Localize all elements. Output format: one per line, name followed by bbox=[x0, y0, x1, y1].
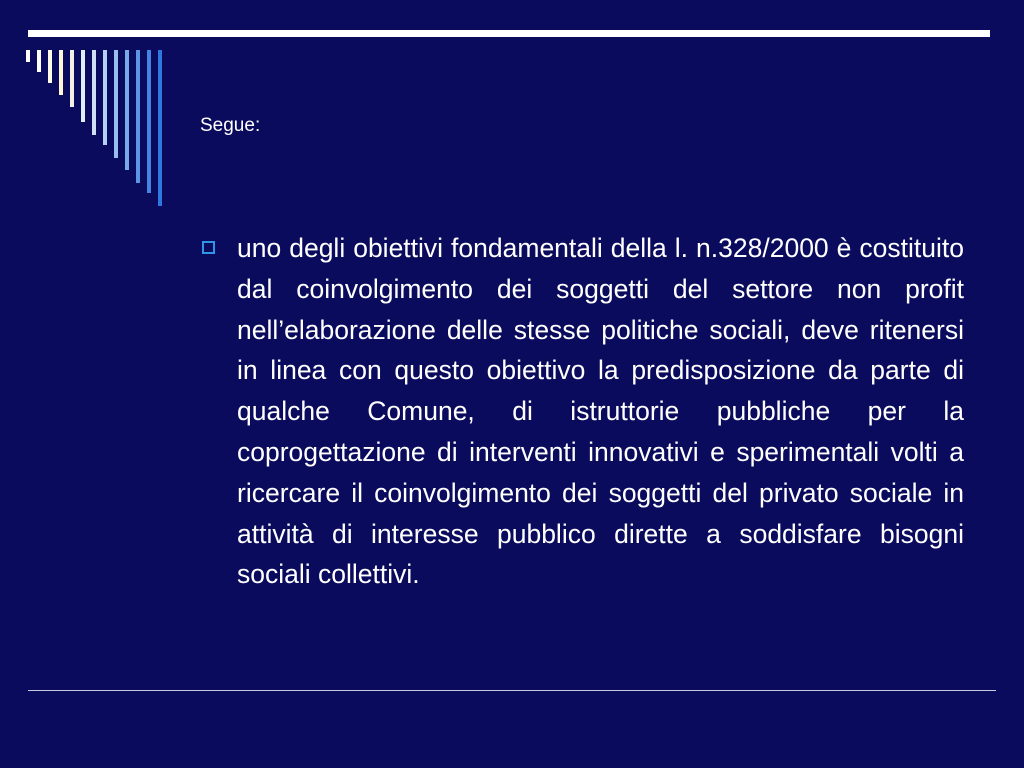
decorative-bar bbox=[37, 50, 41, 72]
bullet-text: uno degli obiettivi fondamentali della l. n.328/2000 è costituito dal coinvolgimento dei soggetti del settore non profit nell’elaborazione delle stesse politiche sociali, deve ritenersi in linea con questo obiettivo la predisposizione da parte di qualche Comune, di istruttorie pubbliche per la coprogettazione di interventi innovativi e sperimentali volti a ricercare il coinvolgimento dei soggetti del privato sociale in attività di interesse pubblico dirette a soddisfare bisogni sociali collettivi. bbox=[237, 233, 964, 590]
decorative-bar bbox=[48, 50, 52, 83]
decorative-bar bbox=[158, 50, 162, 206]
decorative-bar bbox=[114, 50, 118, 158]
decorative-bar bbox=[103, 50, 107, 145]
decorative-bar bbox=[59, 50, 63, 95]
decorative-bars bbox=[26, 50, 176, 210]
slide-content bbox=[200, 228, 964, 595]
decorative-bar bbox=[125, 50, 129, 170]
bullet-item bbox=[200, 228, 964, 595]
top-rule bbox=[28, 30, 990, 37]
square-bullet-icon bbox=[202, 241, 215, 254]
decorative-bar bbox=[147, 50, 151, 193]
slide-title: Segue: bbox=[200, 115, 261, 136]
bottom-rule bbox=[28, 690, 996, 691]
decorative-bar bbox=[70, 50, 74, 107]
decorative-bar bbox=[92, 50, 96, 135]
decorative-bar bbox=[136, 50, 140, 183]
decorative-bar bbox=[26, 50, 30, 62]
decorative-bar bbox=[81, 50, 85, 122]
